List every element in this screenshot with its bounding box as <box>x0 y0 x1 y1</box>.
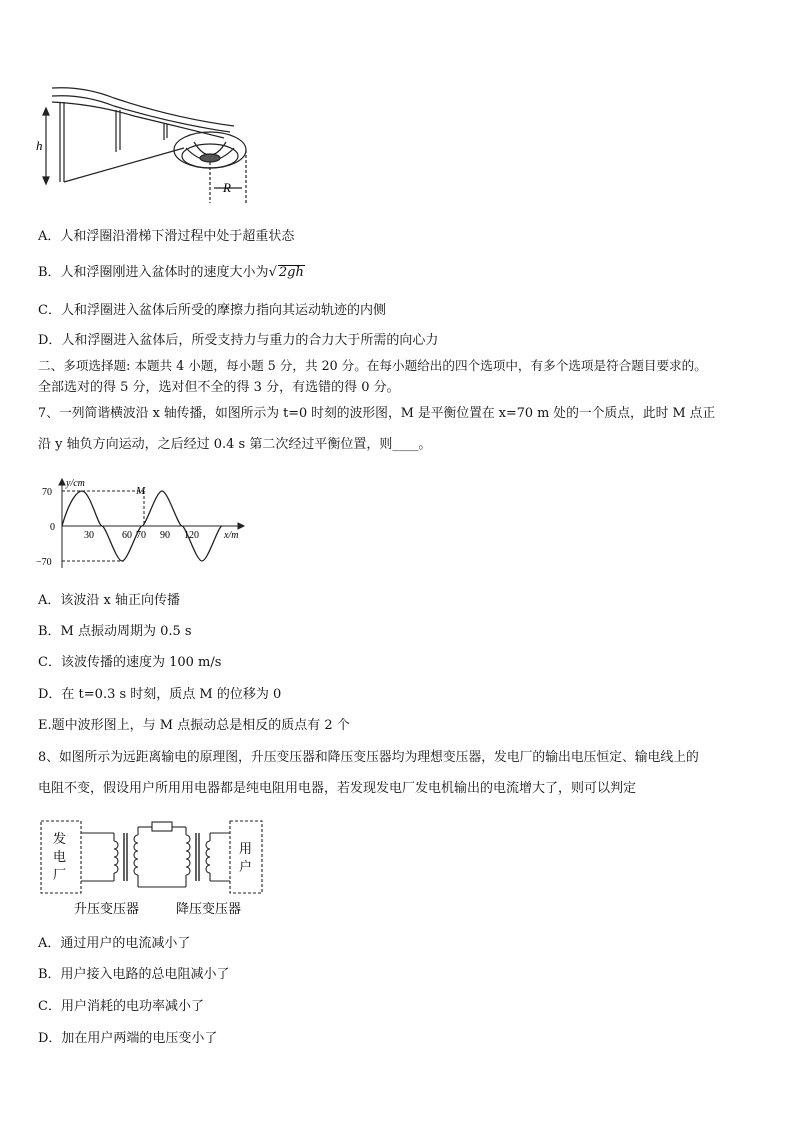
q6-option-d: D．人和浮圈进入盆体后，所受支持力与重力的合力大于所需的向心力 <box>38 333 439 348</box>
q7-option-a: A．该波沿 x 轴正向传播 <box>38 593 180 608</box>
q8-stem-line1: 8、如图所示为远距离输电的原理图，升压变压器和降压变压器均为理想变压器，发电厂的输出电压恒定、输电线上的 <box>38 750 699 765</box>
user-label-2: 户 <box>239 859 253 874</box>
x-tick-30: 30 <box>84 530 94 541</box>
user-label-1: 用 <box>239 841 253 856</box>
section-heading-line1: 二、多项选择题: 本题共 4 小题，每小题 5 分，共 20 分。在每小题给出的四个选项中，有多个选项是符合题目要求的。 <box>38 358 707 373</box>
water-slide-figure <box>34 78 274 208</box>
radius-label: R <box>223 180 231 195</box>
q7-option-e: E.题中波形图上，与 M 点振动总是相反的质点有 2 个 <box>38 718 350 733</box>
x-tick-60: 60 <box>122 530 132 541</box>
generator-label-1: 发 <box>53 831 67 846</box>
generator-label-2: 电 <box>53 849 67 864</box>
step-up-transformer-label: 升压变压器 <box>74 901 140 916</box>
q8-option-c: C．用户消耗的电功率减小了 <box>38 999 204 1014</box>
q7-option-d: D．在 t=0.3 s 时刻，质点 M 的位移为 0 <box>38 687 282 702</box>
q8-stem-line2: 电阻不变，假设用户所用用电器都是纯电阻用电器，若发现发电厂发电机输出的电流增大了，则可以判定 <box>38 781 637 796</box>
step-down-transformer-label: 降压变压器 <box>176 901 242 916</box>
x-tick-90: 90 <box>160 530 170 541</box>
q8-option-d: D．加在用户两端的电压变小了 <box>38 1031 218 1046</box>
y-tick-0: 0 <box>50 522 55 533</box>
q6-option-b-text: B．人和浮圈刚进入盆体时的速度大小为 <box>38 265 269 280</box>
section-heading-line2: 全部选对的得 5 分，选对但不全的得 3 分，有选错的得 0 分。 <box>38 380 400 395</box>
x-axis-label: x/m <box>224 530 239 541</box>
power-transmission-diagram <box>38 815 268 920</box>
q6-option-b: B．人和浮圈刚进入盆体时的速度大小为√ 2gh <box>38 265 304 280</box>
y-axis-label: y/cm <box>66 478 85 489</box>
q7-stem-line2: 沿 y 轴负方向运动，之后经过 0.4 s 第二次经过平衡位置，则____。 <box>38 437 432 452</box>
height-label: h <box>36 138 43 153</box>
q7-option-b: B．M 点振动周期为 0.5 s <box>38 624 192 639</box>
q6-option-c: C．人和浮圈进入盆体后所受的摩擦力指向其运动轨迹的内侧 <box>38 303 386 318</box>
x-tick-120: 120 <box>184 530 199 541</box>
wave-graph <box>34 476 254 576</box>
q8-option-a: A．通过用户的电流减小了 <box>38 936 191 951</box>
q6-option-b-math: 2gh <box>278 265 304 280</box>
x-tick-70: 70 <box>136 530 146 541</box>
q8-option-b: B．用户接入电路的总电阻减小了 <box>38 967 230 982</box>
q7-stem-line1: 7、一列简谐横波沿 x 轴传播，如图所示为 t=0 时刻的波形图，M 是平衡位置在 x=70 m 处的一个质点，此时 M 点正 <box>38 406 716 421</box>
generator-label-3: 厂 <box>53 867 67 882</box>
point-m-label: M <box>136 485 146 497</box>
q7-option-c: C．该波传播的速度为 100 m/s <box>38 655 222 670</box>
y-tick-neg70: −70 <box>36 557 52 568</box>
y-tick-70: 70 <box>42 487 52 498</box>
q6-option-a: A．人和浮圈沿滑梯下滑过程中处于超重状态 <box>38 229 295 244</box>
